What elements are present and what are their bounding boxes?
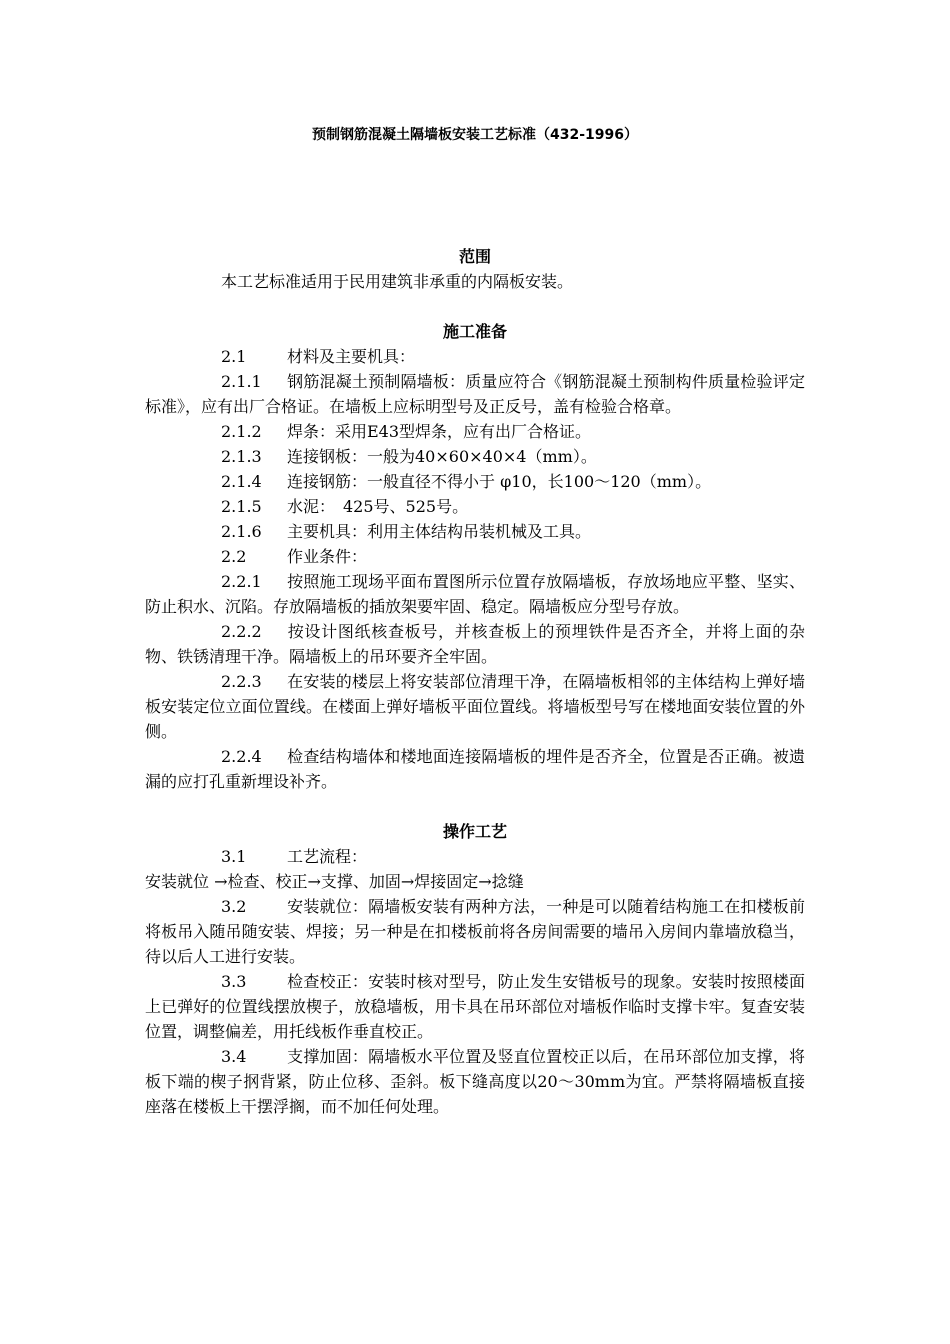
clause-number: 2.1.5	[221, 497, 262, 516]
clause-number: 2.1.6	[221, 522, 262, 541]
paragraph-text: 焊条：采用E43型焊条，应有出厂合格证。	[287, 422, 592, 441]
paragraph-2-2-3	[145, 669, 805, 744]
paragraph-text: 安装就位 →检查、校正→支撑、加固→焊接固定→捻缝	[145, 872, 524, 891]
clause-number: 3.2	[221, 897, 247, 916]
document-title: 预制钢筋混凝土隔墙板安装工艺标准（432-1996）	[312, 127, 638, 143]
paragraph-text: 支撑加固：隔墙板水平位置及竖直位置校正以后，在吊环部位加支撑，将板下端的楔子㧏背紧，防止位移、歪斜。板下缝高度以20～30mm为宜。严禁将隔墙板直接座落在楼板上干摆浮搁，而不加任何处理。	[145, 1047, 805, 1116]
section-heading-scope: 范围	[458, 247, 491, 266]
paragraph-text: 检查校正：安装时核对型号，防止发生安错板号的现象。安装时按照楼面上已弹好的位置线摆放楔子，放稳墙板，用卡具在吊环部位对墙板作临时支撑卡牢。复查安装位置，调整偏差，用托线板作垂直校正。	[145, 972, 805, 1041]
paragraph-2-1-6	[145, 519, 805, 544]
paragraph-2-1-1	[145, 369, 805, 419]
paragraph-2-1-3	[145, 444, 805, 469]
paragraph-2-1	[145, 344, 805, 369]
process-flow-line	[145, 869, 805, 894]
paragraph-3-4	[145, 1044, 805, 1119]
clause-number: 2.1.4	[221, 472, 262, 491]
document-body	[145, 244, 805, 1119]
paragraph-text: 材料及主要机具：	[287, 347, 416, 366]
paragraph-2-1-4	[145, 469, 805, 494]
clause-number: 3.3	[221, 972, 247, 991]
paragraph-text: 连接钢板：一般为40×60×40×4（mm）。	[287, 447, 597, 466]
paragraph-text: 检查结构墙体和楼地面连接隔墙板的埋件是否齐全，位置是否正确。被遗漏的应打孔重新埋设补齐。	[145, 747, 805, 791]
clause-number: 2.2.1	[221, 572, 262, 591]
paragraph-text: 主要机具：利用主体结构吊装机械及工具。	[287, 522, 592, 541]
clause-number: 2.2.4	[221, 747, 262, 766]
paragraph-2-2-1	[145, 569, 805, 619]
paragraph-text: 在安装的楼层上将安装部位清理干净，在隔墙板相邻的主体结构上弹好墙板安装定位立面位置线。在楼面上弹好墙板平面位置线。将墙板型号写在楼地面安装位置的外侧。	[145, 672, 805, 741]
paragraph-2-1-5	[145, 494, 805, 519]
paragraph-text: 按照施工现场平面布置图所示位置存放隔墙板，存放场地应平整、坚实、防止积水、沉陷。存放隔墙板的插放架要牢固、稳定。隔墙板应分型号存放。	[145, 572, 805, 616]
clause-number: 2.2	[221, 547, 247, 566]
paragraph-text: 本工艺标准适用于民用建筑非承重的内隔板安装。	[221, 272, 574, 291]
paragraph-text: 连接钢筋：一般直径不得小于 φ10，长100～120（mm）。	[287, 472, 712, 491]
clause-number: 2.1	[221, 347, 247, 366]
clause-number: 2.1.2	[221, 422, 262, 441]
paragraph-text: 钢筋混凝土预制隔墙板：质量应符合《钢筋混凝土预制构件质量检验评定标准》，应有出厂合格证。在墙板上应标明型号及正反号，盖有检验合格章。	[145, 372, 805, 416]
paragraph-3-3	[145, 969, 805, 1044]
paragraph-2-2-4	[145, 744, 805, 794]
paragraph-3-2	[145, 894, 805, 969]
paragraph-text: 工艺流程：	[287, 847, 368, 866]
paragraph-3-1	[145, 844, 805, 869]
paragraph-text: 作业条件：	[287, 547, 368, 566]
clause-number: 3.4	[221, 1047, 247, 1066]
paragraph-2-2-2	[145, 619, 805, 669]
clause-number: 2.2.3	[221, 672, 262, 691]
clause-number: 2.1.3	[221, 447, 262, 466]
paragraph-scope	[145, 269, 805, 294]
section-heading-preparation: 施工准备	[442, 322, 507, 341]
paragraph-2-1-2	[145, 419, 805, 444]
paragraph-text: 水泥： 425号、525号。	[287, 497, 469, 516]
clause-number: 2.1.1	[221, 372, 262, 391]
section-heading-operation: 操作工艺	[442, 822, 507, 841]
paragraph-text: 安装就位：隔墙板安装有两种方法，一种是可以随着结构施工在扣楼板前将板吊入随吊随安装、焊接；另一种是在扣楼板前将各房间需要的墙吊入房间内靠墙放稳当，待以后人工进行安装。	[145, 897, 805, 966]
paragraph-text: 按设计图纸核查板号，并核查板上的预埋铁件是否齐全，并将上面的杂物、铁锈清理干净。隔墙板上的吊环要齐全牢固。	[145, 622, 805, 666]
paragraph-2-2	[145, 544, 805, 569]
clause-number: 3.1	[221, 847, 247, 866]
clause-number: 2.2.2	[221, 622, 262, 641]
